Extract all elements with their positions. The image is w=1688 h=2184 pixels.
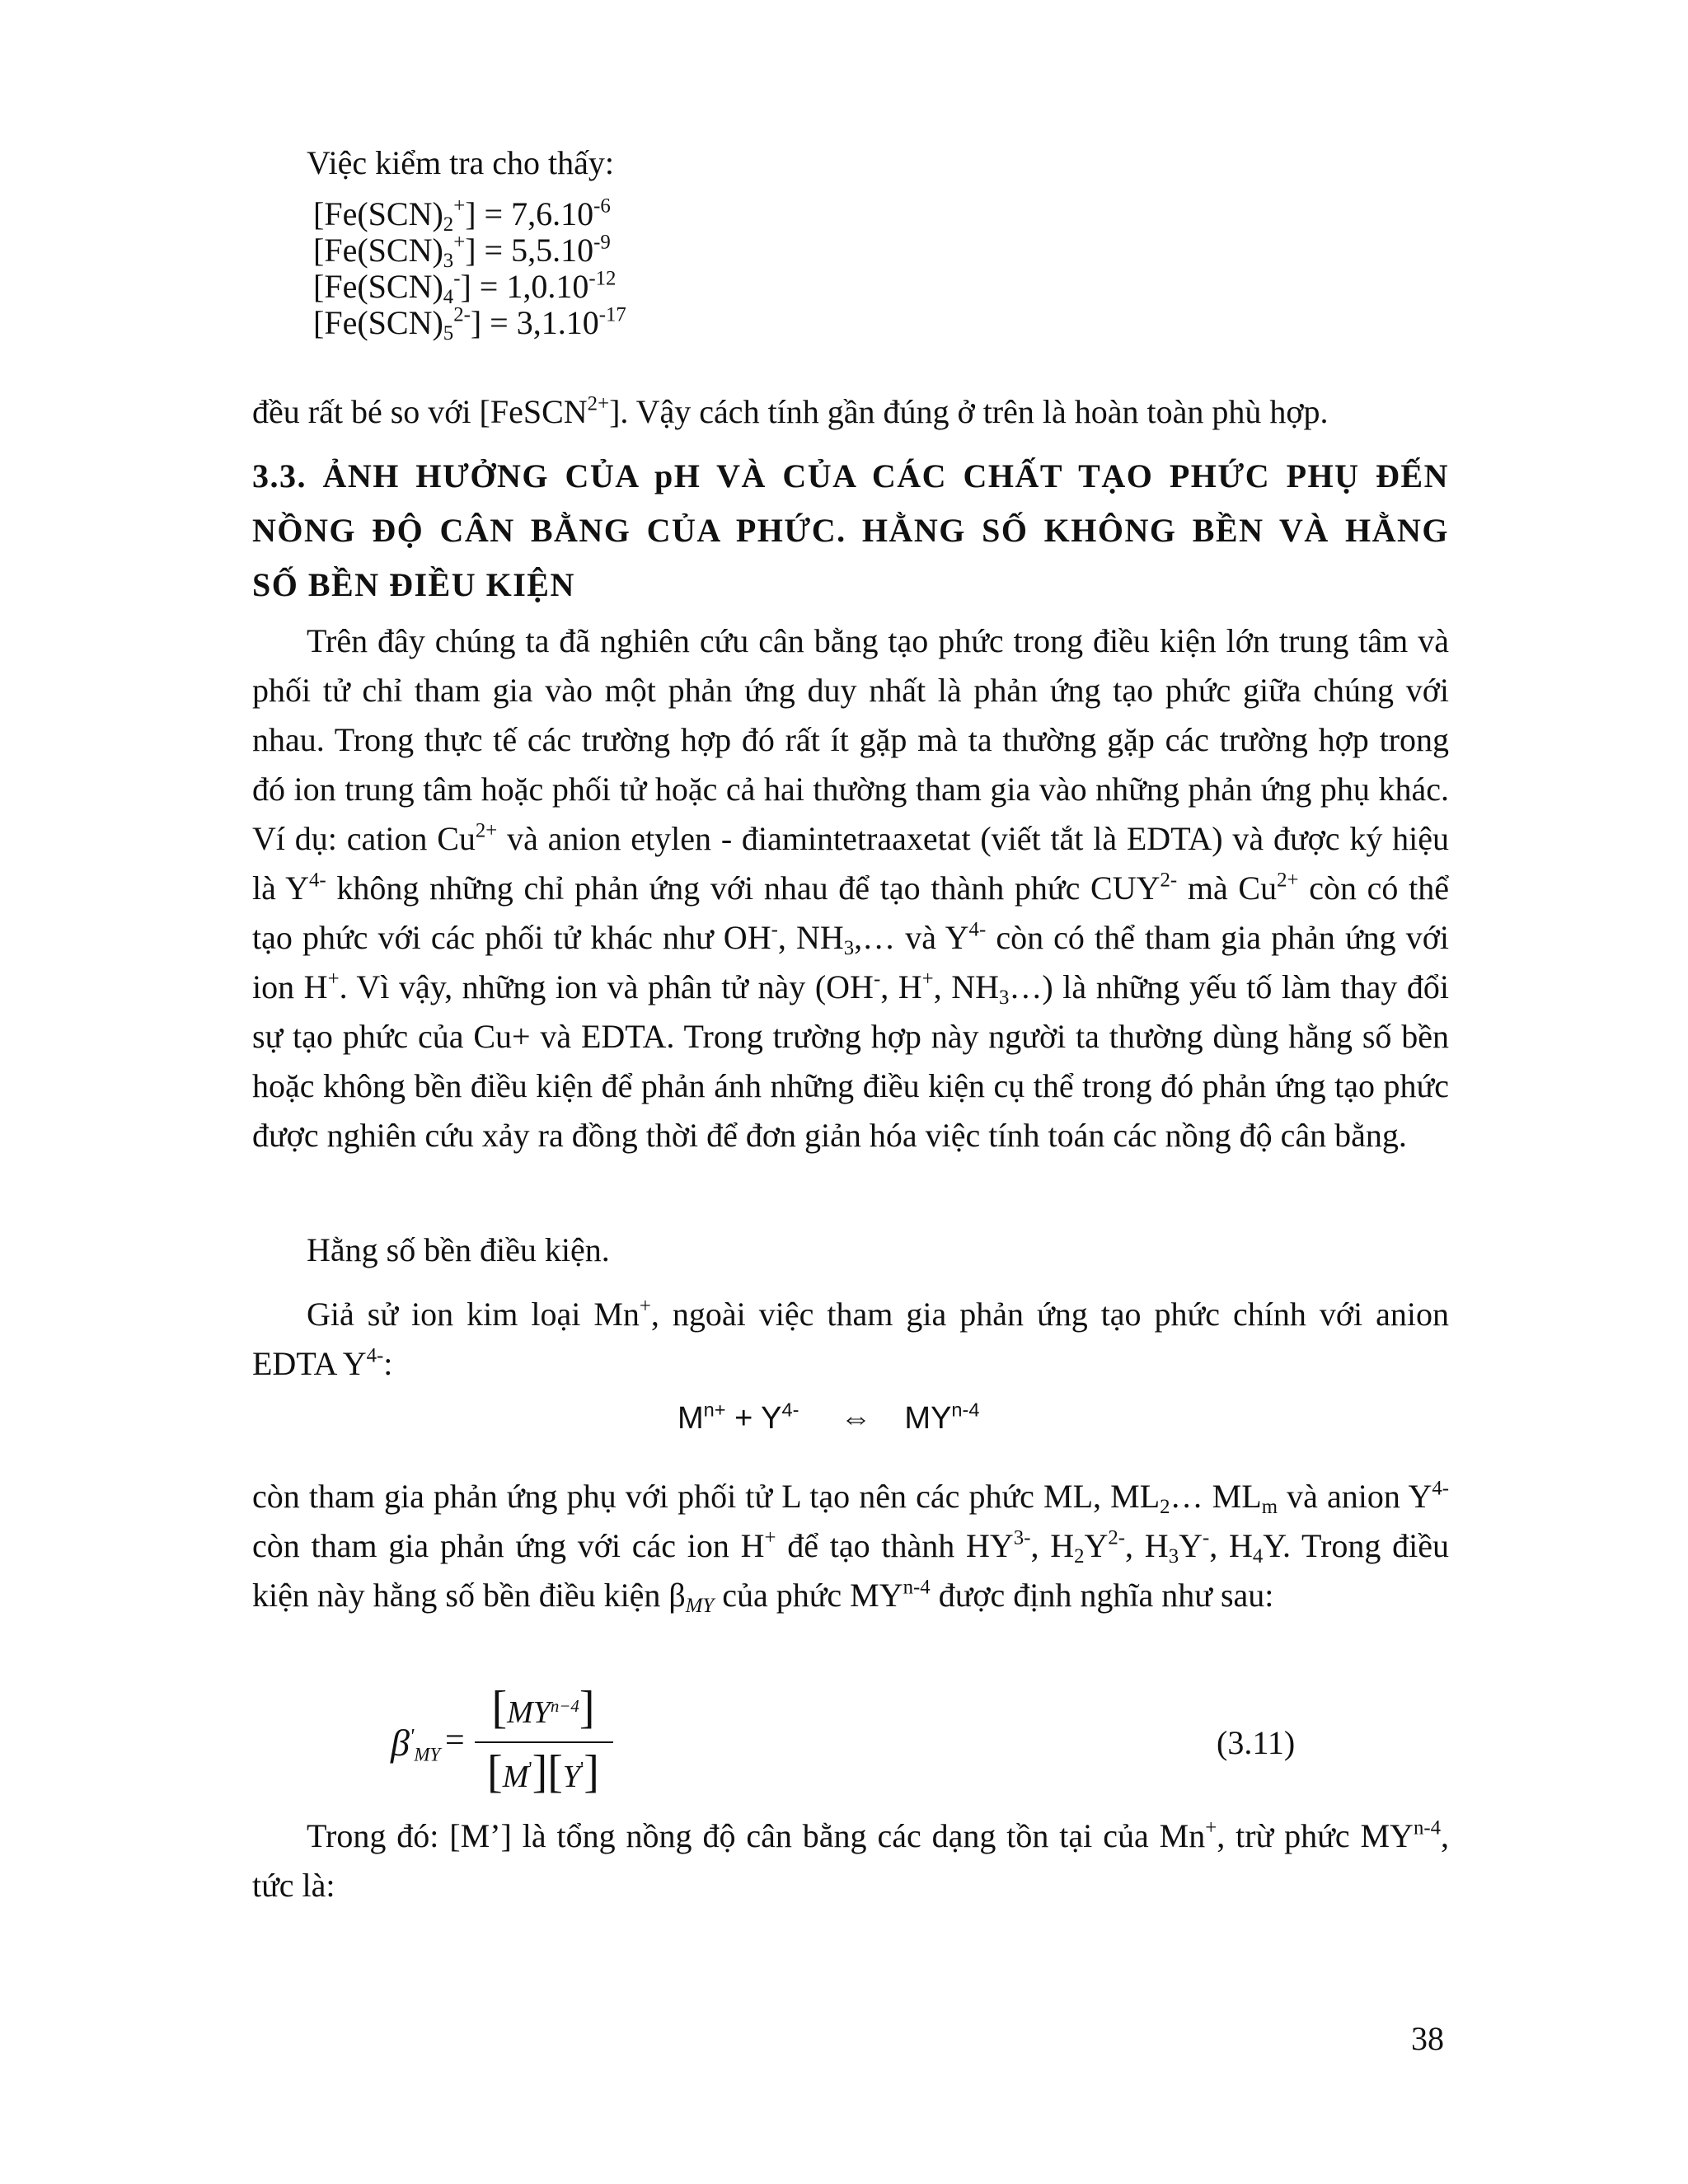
concentration-item: $[Fe(SCN)_3^+] = 5,5.10^{-9}$ [313,231,611,272]
page-number: 38 [1411,2020,1444,2057]
paragraph-complex-equilibrium: Trên đây chúng ta đã nghiên cứu cân bằng tạo phức trong điều kiện lớn trung tâm và phối tử chỉ tham gia vào một phản ứng duy nhất là phản ứng tạo phức giữa chúng với nhau. Trong thực tế các trường hợp đó rất ít gặp mà ta thường gặp các trường hợp trong đó ion trung tâm hoặc phối tử hoặc cả hai thường tham gia vào những phản ứng phụ khác. Ví dụ: cation $Cu^{2+}$ và anion etylen - điamintetraaxetat (viết tắt là EDTA) và được ký hiệu là $Y^{4-}$ không những chỉ phản ứng với nhau để tạo thành phức $CUY^{2-}$ mà $Cu^{2+}$ còn có thể tạo phức với các phối tử khác như OH-, $NH_3,\dots$ và $Y^{4-}$ còn có thể tham gia phản ứng với ion H+. Vì vậy, những ion và phân tử này (OH-, H+, $NH_3\dots$) là những yếu tố làm thay đổi sự tạo phức của Cu+ và EDTA. Trong trường hợp này người ta thường dùng hằng số bền hoặc không bền điều kiện để phản ánh những điều kiện cụ thể trong đó phản ứng tạo phức được nghiên cứu xảy ra đồng thời để đơn giản hóa việc tính toán các nồng độ cân bằng. [252,622,1450,1154]
concentration-item: $[Fe(SCN)_2^+] = 7,6.10^{-6}$ [313,194,611,236]
equals-sign: = [445,1722,465,1760]
reaction-equation: $M^{n+} + Y^{4-}$ ⇔ MY$^{n-4}$ [678,1399,980,1436]
section-heading: 3.3. ẢNH HƯỞNG CỦA pH VÀ CỦA CÁC CHẤT TẠO PHỨC PHỤ ĐẾN NỒNG ĐỘ CÂN BẰNG CỦA PHỨC. HẰNG SỐ KHÔNG BỀN VÀ HẰNG SỐ BỀN ĐIỀU KIỆN [252,457,1449,603]
fraction-bar [475,1741,613,1743]
concentration-item: $[Fe(SCN)_4^-] = 1,0.10^{-12}$ [313,267,617,308]
equilibrium-arrow-icon: ⇔ [840,1401,872,1436]
fraction-numerator: $[MY^{n-4}]$ [491,1682,595,1733]
intro-text: Việc kiểm tra cho thấy: [307,144,615,181]
paragraph-metal-ion: Giả sử ion kim loại Mn+, ngoài việc tham gia phản ứng tạo phức chính với anion EDTA $Y^{4-}$: [252,1295,1449,1382]
formula-conditional-stability [387,1681,635,1805]
beta-symbol: $\beta'_{MY}$ [391,1722,441,1765]
paragraph-total-concentration: Trong đó: [M’] là tổng nồng độ cân bằng các dạng tồn tại của Mn+, trừ phức MY$^{n-4}$, tức là: [252,1816,1450,1904]
paragraph-side-reactions: còn tham gia phản ứng phụ với phối tử L tạo nên các phức ML, $ML_2\dots$ $ML_m$ và anion $Y^{4-}$ còn tham gia phản ứng với các ion H+ để tạo thành $HY^{3-}$, $H_2Y^{2-}$, $H_3Y^-$, $H_4Y$. Trong điều kiện này hằng số bền điều kiện $\beta_{MY}$ của phức MY$^{n-4}$ được định nghĩa như sau: [252,1477,1450,1617]
concentration-item: $[Fe(SCN)_5^{2-}] = 3,1.10^{-17}$ [313,303,626,344]
conclusion-text: đều rất bé so với [FeSCN$^{2+}$]. Vậy cách tính gần đúng ở trên là hoàn toàn phù hợp. [252,392,1329,430]
equation-number: (3.11) [1217,1724,1296,1761]
fraction-denominator: [M'][Y'] [487,1746,599,1797]
paragraph-conditional-constant: Hằng số bền điều kiện. [307,1231,610,1268]
concentration-list [313,194,626,344]
